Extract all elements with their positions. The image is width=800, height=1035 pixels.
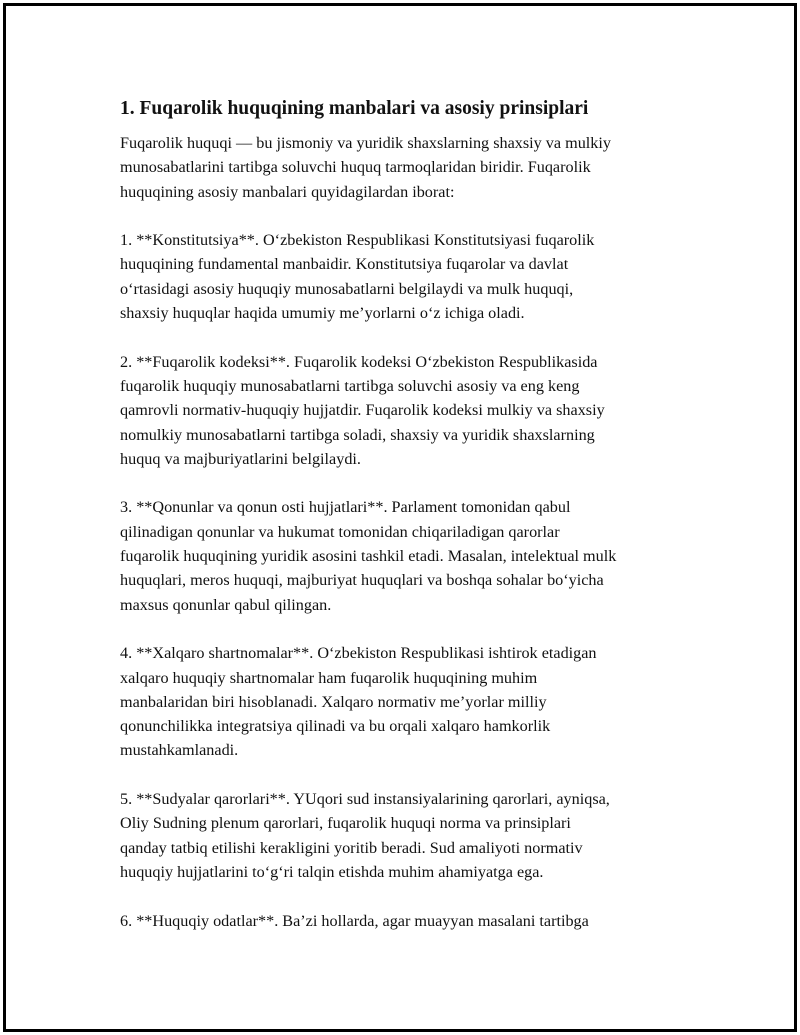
- text-line: 1. **Konstitutsiya**. O‘zbekiston Respublikasi Konstitutsiyasi fuqarolik: [120, 231, 595, 250]
- paragraph-huquqiy-odatlar: [120, 909, 700, 933]
- text-line: mustahkamlanadi.: [120, 741, 239, 760]
- text-line: munosabatlarini tartibga soluvchi huquq tarmoqlaridan biridir. Fuqarolik: [120, 158, 591, 177]
- text-line: qanday tatbiq etilishi kerakligini yoritib beradi. Sud amaliyoti normativ: [120, 838, 583, 857]
- text-line: huquqining asosiy manbalari quyidagilardan iborat:: [120, 182, 455, 201]
- text-line: huquq va majburiyatlarini belgilaydi.: [120, 449, 361, 468]
- text-line: maxsus qonunlar qabul qilingan.: [120, 595, 332, 614]
- text-line: manbalaridan biri hisoblanadi. Xalqaro normativ me’yorlar milliy: [120, 692, 547, 711]
- paragraph-sudyalar-qarorlari: [120, 787, 700, 884]
- text-line: shaxsiy huquqlar haqida umumiy me’yorlarni o‘z ichiga oladi.: [120, 304, 525, 323]
- text-line: Oliy Sudning plenum qarorlari, fuqarolik huquqi norma va prinsiplari: [120, 814, 571, 833]
- section-heading: 1. Fuqarolik huquqining manbalari va asosiy prinsiplari: [120, 98, 589, 119]
- paragraph-qonunlar: [120, 495, 700, 616]
- paragraph-xalqaro-shartnomalar: [120, 641, 700, 762]
- text-line: qilinadigan qonunlar va hukumat tomonidan chiqariladigan qarorlar: [120, 522, 560, 541]
- text-line: qonunchilikka integratsiya qilinadi va bu orqali xalqaro hamkorlik: [120, 717, 551, 736]
- text-line: huquqlari, meros huquqi, majburiyat huquqlari va boshqa sohalar bo‘yicha: [120, 571, 604, 590]
- text-line: 3. **Qonunlar va qonun osti hujjatlari**. Parlament tomonidan qabul: [120, 498, 571, 517]
- paragraph-intro: [120, 131, 700, 204]
- text-line: 5. **Sudyalar qarorlari**. YUqori sud instansiyalarining qarorlari, ayniqsa,: [120, 790, 610, 809]
- text-line: o‘rtasidagi asosiy huquqiy munosabatlarni belgilaydi va mulk huquqi,: [120, 279, 574, 298]
- text-line: fuqarolik huquqiy munosabatlarni tartibga soluvchi asosiy va eng keng: [120, 376, 580, 395]
- text-line: huquqiy hujjatlarini to‘g‘ri talqin etishda muhim ahamiyatga ega.: [120, 862, 544, 881]
- document-content: [120, 96, 700, 957]
- text-line: Fuqarolik huquqi — bu jismoniy va yuridik shaxslarning shaxsiy va mulkiy: [120, 134, 611, 152]
- text-line: 4. **Xalqaro shartnomalar**. O‘zbekiston Respublikasi ishtirok etadigan: [120, 644, 597, 663]
- text-line: huquqining fundamental manbaidir. Konstitutsiya fuqarolar va davlat: [120, 255, 569, 274]
- paragraph-fuqarolik-kodeksi: [120, 350, 700, 471]
- page-frame: [3, 3, 797, 1032]
- text-line: xalqaro huquqiy shartnomalar ham fuqarolik huquqining muhim: [120, 668, 538, 687]
- text-line: 6. **Huquqiy odatlar**. Ba’zi hollarda, agar muayyan masalani tartibga: [120, 911, 589, 930]
- text-line: 2. **Fuqarolik kodeksi**. Fuqarolik kodeksi O‘zbekiston Respublikasida: [120, 352, 598, 371]
- paragraph-konstitutsiya: [120, 228, 700, 325]
- text-line: fuqarolik huquqining yuridik asosini tashkil etadi. Masalan, intelektual mulk: [120, 547, 617, 566]
- text-line: nomulkiy munosabatlarni tartibga soladi, shaxsiy va yuridik shaxslarning: [120, 425, 595, 444]
- text-line: qamrovli normativ-huquqiy hujjatdir. Fuqarolik kodeksi mulkiy va shaxsiy: [120, 401, 605, 420]
